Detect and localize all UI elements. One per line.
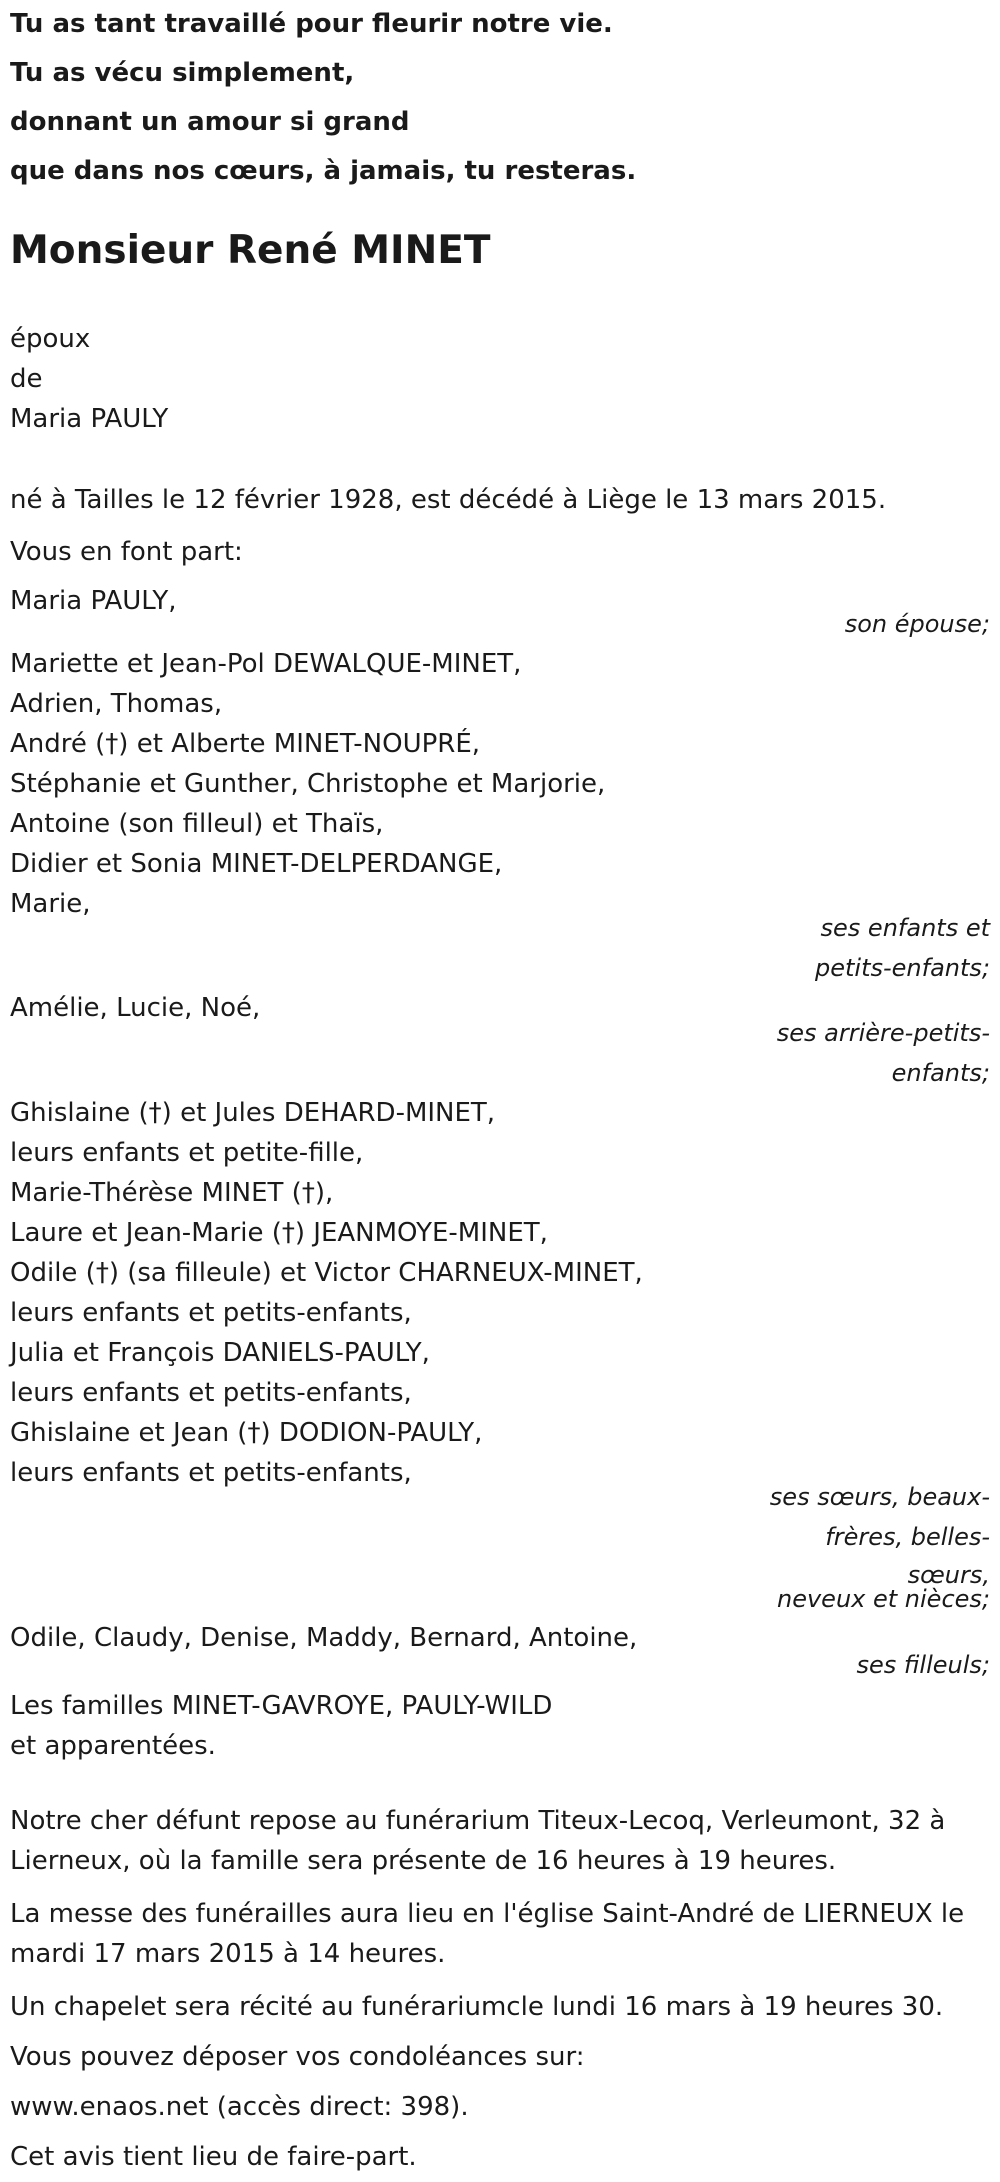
mourner-line: Ghislaine (†) et Jules DEHARD-MINET,: [10, 1098, 496, 1128]
funeral-info-line: Un chapelet sera récité au funérariumcle lundi 16 mars à 19 heures 30.: [10, 1992, 944, 2022]
mourner-line: Didier et Sonia MINET-DELPERDANGE,: [10, 849, 503, 879]
relation-great-grandchildren: enfants;: [891, 1059, 990, 1087]
mourner-line: Stéphanie et Gunther, Christophe et Marjorie,: [10, 769, 606, 799]
poem-line-3: donnant un amour si grand: [10, 107, 410, 137]
funeral-info-line: Cet avis tient lieu de faire-part.: [10, 2142, 417, 2172]
relation-children: ses enfants et: [820, 914, 990, 942]
mourner-line: leurs enfants et petits-enfants,: [10, 1378, 412, 1408]
mourner-line: Marie,: [10, 889, 91, 919]
mourner-line: Odile (†) (sa filleule) et Victor CHARNEUX-MINET,: [10, 1258, 643, 1288]
mourner-line: Maria PAULY,: [10, 586, 177, 616]
relation-spouse: son épouse;: [844, 610, 990, 638]
mourner-line: et apparentées.: [10, 1731, 216, 1761]
deceased-name: Monsieur René MINET: [10, 228, 491, 273]
mourner-line: Julia et François DANIELS-PAULY,: [10, 1338, 430, 1368]
mourner-line: leurs enfants et petite-fille,: [10, 1138, 364, 1168]
birth-death-statement: né à Tailles le 12 février 1928, est décédé à Liège le 13 mars 2015.: [10, 485, 887, 515]
relation-great-grandchildren: ses arrière-petits-: [776, 1019, 990, 1047]
mourner-line: Amélie, Lucie, Noé,: [10, 993, 261, 1023]
relation-siblings: frères, belles-: [825, 1523, 990, 1551]
poem-line-4: que dans nos cœurs, à jamais, tu resteras.: [10, 156, 637, 186]
condolences-link[interactable]: www.enaos.net (accès direct: 398).: [10, 2092, 469, 2122]
mourner-line: Laure et Jean-Marie (†) JEANMOYE-MINET,: [10, 1218, 548, 1248]
poem-line-1: Tu as tant travaillé pour fleurir notre vie.: [10, 9, 613, 39]
funeral-info-line: Notre cher défunt repose au funérarium Titeux-Lecoq, Verleumont, 32 à: [10, 1806, 946, 1836]
relation-siblings: sœurs,: [907, 1561, 990, 1589]
relation-siblings: ses sœurs, beaux-: [769, 1483, 990, 1511]
spouse-line-2: de: [10, 364, 43, 394]
mourner-line: Les familles MINET-GAVROYE, PAULY-WILD: [10, 1691, 553, 1721]
mourner-line: Marie-Thérèse MINET (†),: [10, 1178, 334, 1208]
spouse-line-1: époux: [10, 324, 91, 354]
mourner-line: leurs enfants et petits-enfants,: [10, 1298, 412, 1328]
funeral-info-line: Vous pouvez déposer vos condoléances sur:: [10, 2042, 585, 2072]
mourner-line: Antoine (son filleul) et Thaïs,: [10, 809, 384, 839]
mourner-line: Mariette et Jean-Pol DEWALQUE-MINET,: [10, 649, 522, 679]
funeral-info-line: Lierneux, où la famille sera présente de 16 heures à 19 heures.: [10, 1846, 837, 1876]
mourner-line: leurs enfants et petits-enfants,: [10, 1458, 412, 1488]
announcement-intro: Vous en font part:: [10, 537, 243, 567]
mourner-line: Odile, Claudy, Denise, Maddy, Bernard, Antoine,: [10, 1623, 638, 1653]
funeral-info-line: La messe des funérailles aura lieu en l'église Saint-André de LIERNEUX le: [10, 1899, 965, 1929]
poem-line-2: Tu as vécu simplement,: [10, 58, 355, 88]
funeral-info-line: mardi 17 mars 2015 à 14 heures.: [10, 1939, 446, 1969]
mourner-line: Adrien, Thomas,: [10, 689, 223, 719]
mourner-line: Ghislaine et Jean (†) DODION-PAULY,: [10, 1418, 483, 1448]
mourner-line: André (†) et Alberte MINET-NOUPRÉ,: [10, 729, 481, 759]
spouse-line-3: Maria PAULY: [10, 404, 169, 434]
relation-children: petits-enfants;: [815, 954, 990, 982]
relation-godchildren: ses filleuls;: [856, 1651, 990, 1679]
relation-siblings: neveux et nièces;: [777, 1585, 990, 1613]
